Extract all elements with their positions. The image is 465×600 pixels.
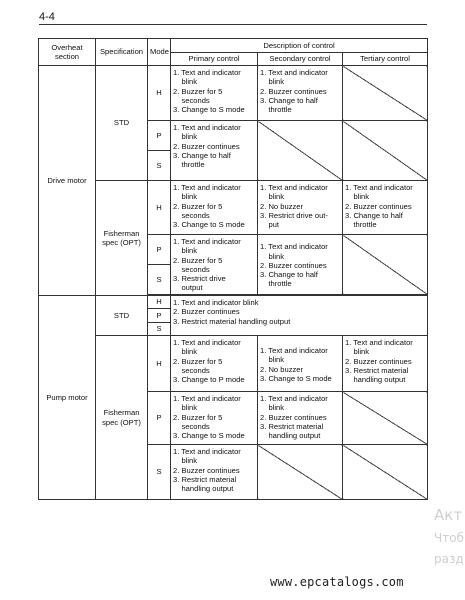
control-step-line: 2. Buzzer continues — [173, 307, 240, 317]
control-step-line: handling output — [345, 375, 406, 384]
cell-drive-std-ps-secondary-empty — [258, 121, 343, 181]
control-step-line: 1. Text and indicator — [345, 338, 413, 347]
mode-drive-std-p: P — [148, 121, 171, 151]
cell-drive-fish-ps-secondary — [258, 235, 343, 295]
cell-drive-fish-h-primary — [171, 181, 258, 235]
activation-overlay-line-2: Чтоб — [434, 531, 464, 545]
control-step-line: 3. Restrict material — [173, 474, 237, 484]
control-step-line: blink — [173, 403, 198, 413]
control-step-line: seconds — [173, 210, 210, 220]
control-step-line: 2. Buzzer continues — [173, 141, 240, 151]
control-step-line: blink — [260, 355, 285, 365]
control-step-line: 2. No buzzer — [260, 364, 304, 374]
control-step-line: blink — [173, 77, 198, 87]
control-step-line: 3. Change to P mode — [173, 375, 245, 384]
control-step-line: 3. Change to half — [345, 210, 403, 220]
control-step-line: 1. Text and indicator — [173, 447, 241, 456]
control-step-line: 1. Text and indicator blink — [173, 298, 259, 307]
header-primary: Primary control — [171, 53, 258, 66]
mode-pump-fish-p: P — [148, 392, 171, 445]
mode-pump-std-p: P — [148, 309, 171, 323]
cell-pump-std-all — [171, 296, 428, 336]
control-step-line: blink — [173, 192, 198, 202]
control-step-line: 2. No buzzer — [260, 201, 304, 211]
control-step-line: blink — [260, 77, 285, 87]
header-tertiary: Tertiary control — [343, 53, 428, 66]
control-step-line: 1. Text and indicator — [260, 394, 328, 403]
control-step-line: 2. Buzzer continues — [345, 356, 412, 366]
control-step-line: 2. Buzzer continues — [345, 201, 412, 211]
control-step-line: 3. Restrict drive out- — [260, 210, 328, 220]
control-step-line: blink — [173, 456, 198, 466]
spec-pump-fisherman: Fisherman spec (OPT) — [96, 336, 148, 500]
cell-pump-fish-h-primary — [171, 336, 258, 392]
header-secondary: Secondary control — [258, 53, 343, 66]
control-step-line: output — [173, 283, 203, 293]
control-step-line: throttle — [345, 220, 377, 229]
cell-drive-std-h-tertiary-empty — [343, 66, 428, 121]
control-step-line: 3. Change to half — [260, 270, 318, 280]
control-step-line: seconds — [173, 95, 210, 105]
control-step-line: 1. Text and indicator — [345, 183, 413, 192]
mode-pump-std-h: H — [148, 296, 171, 309]
mode-drive-fish-s: S — [148, 265, 171, 295]
control-step-line: 3. Restrict drive — [173, 274, 226, 283]
control-step-line: 1. Text and indicator — [173, 338, 241, 347]
control-step-line: 1. Text and indicator — [173, 123, 241, 132]
control-step-line: 3. Change to half — [260, 95, 318, 105]
section-pump-motor: Pump motor — [39, 296, 96, 500]
control-step-line: 2. Buzzer continues — [260, 86, 327, 96]
control-step-line: 3. Restrict material handling output — [173, 316, 291, 326]
control-step-line: 2. Buzzer continues — [260, 260, 327, 270]
control-step-line: 1. Text and indicator — [260, 242, 328, 252]
cell-drive-std-h-secondary — [258, 66, 343, 121]
control-step-line: 1. Text and indicator — [173, 237, 241, 246]
control-step-line: 2. Buzzer continues — [260, 412, 327, 422]
control-step-line: handling output — [173, 484, 234, 493]
mode-drive-std-s: S — [148, 151, 171, 181]
cell-drive-std-ps-primary — [171, 121, 258, 181]
cell-pump-fish-p-secondary — [258, 392, 343, 445]
control-step-line: handling output — [260, 431, 321, 440]
control-step-line: seconds — [173, 365, 210, 375]
cell-drive-std-ps-tertiary-empty — [343, 121, 428, 181]
control-step-line: 2. Buzzer for 5 — [173, 255, 223, 265]
cell-pump-fish-h-secondary — [258, 336, 343, 392]
activation-overlay-line-1: Акт — [434, 506, 463, 524]
control-step-line: 1. Text and indicator — [260, 183, 328, 192]
cell-pump-fish-p-tertiary-empty — [343, 392, 428, 445]
control-step-line: 2. Buzzer continues — [173, 465, 240, 475]
activation-overlay-line-3: разд — [434, 552, 464, 566]
control-step-line: blink — [173, 347, 198, 357]
control-step-line: put — [260, 220, 279, 229]
control-step-line: 1. Text and indicator — [260, 68, 328, 77]
control-step-line: 3. Change to S mode — [173, 105, 245, 114]
control-step-line: blink — [260, 192, 285, 202]
control-step-line: blink — [345, 192, 370, 202]
header-specification: Specification — [96, 39, 148, 66]
header-rule — [39, 24, 427, 25]
control-step-line: 1. Text and indicator — [173, 394, 241, 403]
control-step-line: 3. Change to S mode — [260, 373, 332, 383]
control-step-line: 1. Text and indicator — [260, 346, 328, 355]
control-step-line: 3. Change to half — [173, 150, 231, 160]
control-step-line: 2. Buzzer for 5 — [173, 86, 223, 96]
spec-pump-std: STD — [96, 296, 148, 336]
control-step-line: blink — [173, 132, 198, 142]
cell-drive-std-h-primary — [171, 66, 258, 121]
control-step-line: throttle — [260, 105, 292, 114]
mode-pump-fish-h: H — [148, 336, 171, 392]
header-description: Description of control — [171, 39, 428, 53]
control-step-line: 1. Text and indicator — [173, 68, 241, 77]
mode-pump-fish-s: S — [148, 445, 171, 500]
mode-pump-std-s: S — [148, 323, 171, 336]
header-overheat-section: Overheat section — [39, 39, 96, 66]
control-step-line: 2. Buzzer for 5 — [173, 356, 223, 366]
control-step-line: throttle — [173, 160, 205, 169]
cell-pump-fish-s-secondary-empty — [258, 445, 343, 500]
mode-drive-std-h: H — [148, 66, 171, 121]
control-step-line: 1. Text and indicator — [173, 183, 241, 192]
cell-drive-fish-ps-tertiary-empty — [343, 235, 428, 295]
cell-pump-fish-s-tertiary-empty — [343, 445, 428, 500]
cell-pump-fish-s-primary — [171, 445, 258, 500]
control-step-line: blink — [345, 347, 370, 357]
page-number: 4-4 — [39, 11, 55, 23]
cell-drive-fish-h-secondary — [258, 181, 343, 235]
mode-drive-fish-p: P — [148, 235, 171, 265]
cell-pump-fish-p-primary — [171, 392, 258, 445]
cell-pump-fish-h-tertiary — [343, 336, 428, 392]
control-step-line: blink — [260, 403, 285, 413]
mode-drive-fish-h: H — [148, 181, 171, 235]
control-step-line: throttle — [260, 279, 292, 289]
control-step-line: blink — [260, 251, 285, 261]
spec-drive-std: STD — [96, 66, 148, 181]
control-step-line: 3. Restrict material — [260, 421, 324, 431]
control-step-line: 3. Change to S mode — [173, 431, 245, 440]
control-step-line: 2. Buzzer for 5 — [173, 201, 223, 211]
control-step-line: seconds — [173, 421, 210, 431]
control-step-line: blink — [173, 246, 198, 256]
header-mode: Mode — [148, 39, 171, 66]
overheat-control-table — [38, 38, 428, 500]
watermark-url[interactable]: www.epcatalogs.com — [270, 575, 404, 589]
cell-drive-fish-ps-primary — [171, 235, 258, 295]
control-step-line: 3. Restrict material — [345, 365, 409, 375]
control-step-line: 3. Change to S mode — [173, 220, 245, 229]
cell-drive-fish-h-tertiary — [343, 181, 428, 235]
spec-drive-fisherman: Fisherman spec (OPT) — [96, 181, 148, 296]
section-drive-motor: Drive motor — [39, 66, 96, 296]
control-step-line: seconds — [173, 264, 210, 274]
control-step-line: 2. Buzzer for 5 — [173, 412, 223, 422]
